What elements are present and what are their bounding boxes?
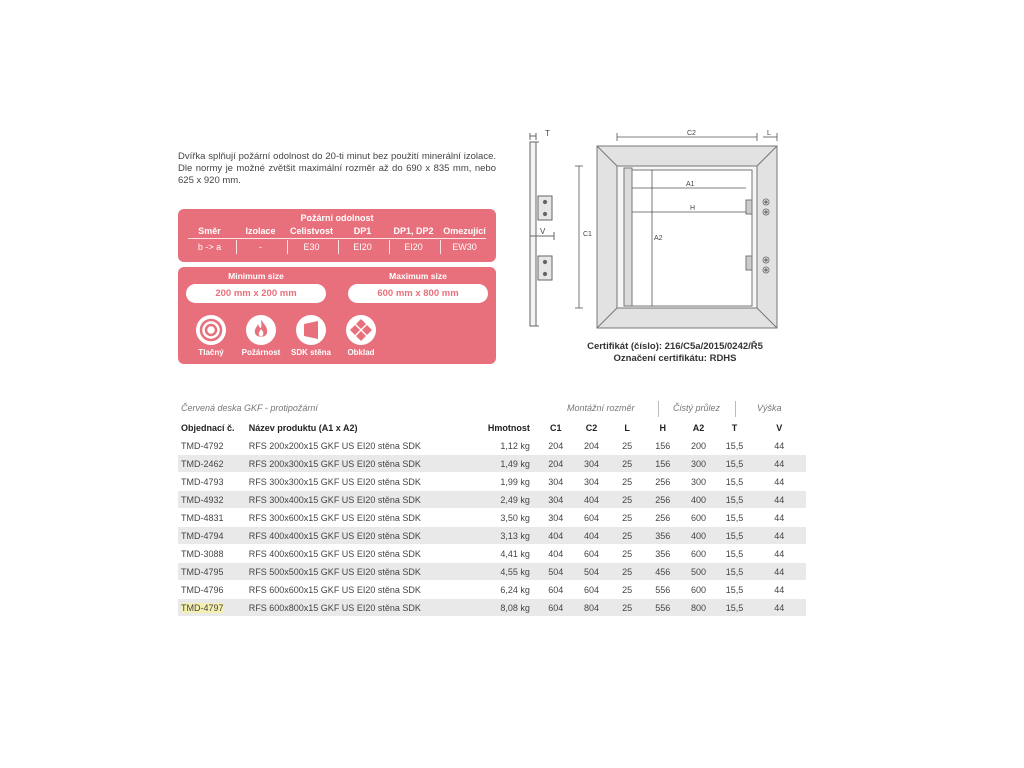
intro-paragraph: Dvířka splňují požární odolnost do 20-ti minut bez použití minerální izolace. Dle normy je možné zvětšit maximální rozměr až do 690 x 835 mm, nebo 625 x 920 mm. — [178, 151, 496, 186]
table-row — [178, 455, 806, 473]
label-h: H — [690, 205, 696, 212]
cell-product-name: RFS 300x600x15 GKF US EI20 stěna SDK — [246, 509, 468, 527]
fire-resistance-headers — [184, 226, 490, 236]
label-v: V — [540, 227, 546, 236]
cell-product-name: RFS 300x300x15 GKF US EI20 stěna SDK — [246, 473, 468, 491]
cell-v: 44 — [752, 581, 806, 599]
table-row — [178, 545, 806, 563]
cell-c2: 604 — [574, 509, 610, 527]
col-t: T — [731, 423, 738, 433]
cell-t: 15,5 — [716, 599, 752, 617]
cell-a2: 300 — [681, 455, 717, 473]
cell-v: 44 — [752, 527, 806, 545]
col-l: L — [624, 423, 630, 433]
cell-v: 44 — [752, 509, 806, 527]
cell-weight: 1,49 kg — [468, 455, 538, 473]
cell-a2: 200 — [681, 437, 717, 455]
table-row — [178, 527, 806, 545]
cell-v: 44 — [752, 599, 806, 617]
fr-divider — [188, 238, 486, 239]
certificate-designation: Označení certifikátu: RDHS — [613, 353, 737, 364]
max-size-label: Maximum size — [389, 271, 447, 281]
max-size-value: 600 mm x 800 mm — [348, 284, 488, 303]
cell-c2: 404 — [574, 491, 610, 509]
cell-a2: 600 — [681, 545, 717, 563]
cell-t: 15,5 — [716, 473, 752, 491]
cell-weight: 2,49 kg — [468, 491, 538, 509]
table-row — [178, 599, 806, 617]
group-divider — [658, 401, 659, 417]
col-c2: C2 — [585, 423, 598, 433]
feature-tile — [336, 314, 386, 357]
cell-c1: 304 — [538, 509, 574, 527]
cell-l: 25 — [609, 437, 644, 455]
fr-header-integrity: Celistvost — [289, 226, 333, 236]
cell-c1: 204 — [538, 437, 574, 455]
cell-l: 25 — [609, 545, 644, 563]
cell-c2: 304 — [574, 473, 610, 491]
cell-order-number: TMD-2462 — [178, 455, 246, 473]
cell-order-number — [178, 599, 246, 617]
cell-v: 44 — [752, 545, 806, 563]
fr-header-dp1: DP1 — [353, 226, 372, 236]
group-height: Výška — [757, 403, 782, 413]
cell-c2: 304 — [574, 455, 610, 473]
table-row — [178, 581, 806, 599]
cell-v: 44 — [752, 563, 806, 581]
cell-c2: 804 — [574, 599, 610, 617]
cell-v: 44 — [752, 455, 806, 473]
label-l: L — [767, 130, 771, 137]
cell-a2: 300 — [681, 473, 717, 491]
cell-a2: 600 — [681, 509, 717, 527]
cell-order-number: TMD-4794 — [178, 527, 246, 545]
cell-c2: 404 — [574, 527, 610, 545]
cell-v: 44 — [752, 473, 806, 491]
cell-h: 456 — [645, 563, 681, 581]
cell-weight: 8,08 kg — [468, 599, 538, 617]
cell-weight: 3,13 kg — [468, 527, 538, 545]
cell-t: 15,5 — [716, 491, 752, 509]
cell-l: 25 — [609, 527, 644, 545]
cell-t: 15,5 — [716, 545, 752, 563]
label-c2: C2 — [687, 130, 696, 137]
cell-order-number: TMD-4932 — [178, 491, 246, 509]
cell-l: 25 — [609, 455, 644, 473]
fr-header-dp1-dp2: DP1, DP2 — [393, 226, 434, 236]
cell-h: 356 — [645, 545, 681, 563]
cell-h: 356 — [645, 527, 681, 545]
cell-l: 25 — [609, 491, 644, 509]
table-subtitle: Červená deska GKF - protipožární — [181, 403, 318, 413]
technical-drawing — [520, 128, 790, 338]
cell-v: 44 — [752, 437, 806, 455]
table-header-row — [178, 419, 806, 437]
fr-value-dp1-dp2: EI20 — [404, 242, 423, 252]
cell-h: 256 — [645, 509, 681, 527]
col-order-number: Objednací č. — [181, 423, 235, 433]
feature-pressure — [186, 314, 236, 357]
feature-fire — [236, 314, 286, 357]
cell-c1: 604 — [538, 581, 574, 599]
cell-l: 25 — [609, 599, 644, 617]
feature-label: Požárnost — [241, 348, 281, 357]
cell-c1: 204 — [538, 455, 574, 473]
cell-l: 25 — [609, 563, 644, 581]
product-table-section — [178, 401, 806, 617]
cell-h: 156 — [645, 437, 681, 455]
cell-l: 25 — [609, 473, 644, 491]
cell-product-name: RFS 500x500x15 GKF US EI20 stěna SDK — [246, 563, 468, 581]
table-row — [178, 473, 806, 491]
col-a2: A2 — [692, 423, 705, 433]
fr-header-limiting: Omezující — [443, 226, 486, 236]
fr-value-direction: b -> a — [197, 242, 222, 252]
fr-header-insulation: Izolace — [245, 226, 276, 236]
cell-a2: 600 — [681, 581, 717, 599]
fr-header-direction: Směr — [198, 226, 221, 236]
cell-h: 256 — [645, 473, 681, 491]
label-c1: C1 — [583, 231, 592, 238]
cell-c2: 204 — [574, 437, 610, 455]
cell-order-number: TMD-4796 — [178, 581, 246, 599]
table-row — [178, 509, 806, 527]
cell-product-name: RFS 200x200x15 GKF US EI20 stěna SDK — [246, 437, 468, 455]
feature-sdk-wall — [286, 314, 336, 357]
cell-l: 25 — [609, 581, 644, 599]
cell-c1: 604 — [538, 599, 574, 617]
cell-weight: 3,50 kg — [468, 509, 538, 527]
fire-resistance-values — [184, 242, 490, 252]
cell-product-name: RFS 600x800x15 GKF US EI20 stěna SDK — [246, 599, 468, 617]
cell-c1: 304 — [538, 473, 574, 491]
cell-t: 15,5 — [716, 527, 752, 545]
cell-product-name: RFS 600x600x15 GKF US EI20 stěna SDK — [246, 581, 468, 599]
cell-l: 25 — [609, 509, 644, 527]
cell-order-number: TMD-4792 — [178, 437, 246, 455]
cell-c2: 604 — [574, 545, 610, 563]
cell-order-number: TMD-4793 — [178, 473, 246, 491]
table-group-header — [178, 401, 806, 419]
cell-weight: 1,12 kg — [468, 437, 538, 455]
cell-v: 44 — [752, 491, 806, 509]
size-panel — [178, 267, 496, 364]
fr-value-dp1: EI20 — [353, 242, 372, 252]
tile-icon — [345, 314, 377, 346]
feature-label: Tlačný — [198, 348, 224, 357]
cell-c1: 504 — [538, 563, 574, 581]
cell-product-name: RFS 400x600x15 GKF US EI20 stěna SDK — [246, 545, 468, 563]
cell-a2: 400 — [681, 527, 717, 545]
cell-t: 15,5 — [716, 437, 752, 455]
cell-product-name: RFS 300x400x15 GKF US EI20 stěna SDK — [246, 491, 468, 509]
sdk-wall-icon — [295, 314, 327, 346]
cell-order-number: TMD-4831 — [178, 509, 246, 527]
cell-t: 15,5 — [716, 509, 752, 527]
table-row — [178, 437, 806, 455]
cell-a2: 400 — [681, 491, 717, 509]
table-row — [178, 491, 806, 509]
col-c1: C1 — [549, 423, 562, 433]
group-divider — [735, 401, 736, 417]
col-product-name: Název produktu (A1 x A2) — [248, 423, 358, 433]
cell-t: 15,5 — [716, 455, 752, 473]
product-table — [178, 419, 806, 617]
highlighted-order-number: TMD-4797 — [181, 602, 224, 613]
label-a1: A1 — [686, 181, 695, 188]
fr-value-limiting: EW30 — [452, 242, 477, 252]
cell-c2: 604 — [574, 581, 610, 599]
cell-order-number: TMD-3088 — [178, 545, 246, 563]
cell-order-number: TMD-4795 — [178, 563, 246, 581]
group-clear-opening: Čistý průlez — [673, 403, 721, 413]
group-mounting-size: Montážní rozměr — [567, 403, 635, 413]
cell-product-name: RFS 400x400x15 GKF US EI20 stěna SDK — [246, 527, 468, 545]
min-size-label: Minimum size — [228, 271, 284, 281]
col-h: H — [659, 423, 666, 433]
cell-t: 15,5 — [716, 581, 752, 599]
feature-label: SDK stěna — [290, 348, 331, 357]
cell-c1: 404 — [538, 545, 574, 563]
fire-icon — [245, 314, 277, 346]
fr-value-insulation: - — [259, 242, 262, 252]
certificate-info — [560, 341, 790, 365]
cell-c1: 304 — [538, 491, 574, 509]
pressure-icon — [195, 314, 227, 346]
min-size-value: 200 mm x 200 mm — [186, 284, 326, 303]
cell-h: 556 — [645, 581, 681, 599]
cell-weight: 4,55 kg — [468, 563, 538, 581]
cell-weight: 4,41 kg — [468, 545, 538, 563]
cell-weight: 1,99 kg — [468, 473, 538, 491]
cell-product-name: RFS 200x300x15 GKF US EI20 stěna SDK — [246, 455, 468, 473]
min-size-block — [186, 271, 326, 303]
col-weight: Hmotnost — [487, 423, 530, 433]
max-size-block — [348, 271, 488, 303]
label-t: T — [545, 129, 550, 138]
fire-resistance-panel — [178, 209, 496, 262]
cell-h: 256 — [645, 491, 681, 509]
certificate-number: Certifikát (číslo): 216/C5a/2015/0242/Ř5 — [587, 341, 763, 352]
cell-h: 556 — [645, 599, 681, 617]
front-view — [597, 146, 777, 328]
cell-weight: 6,24 kg — [468, 581, 538, 599]
cell-t: 15,5 — [716, 563, 752, 581]
cell-a2: 500 — [681, 563, 717, 581]
fire-resistance-title: Požární odolnost — [300, 213, 374, 223]
cell-a2: 800 — [681, 599, 717, 617]
cell-h: 156 — [645, 455, 681, 473]
cell-c2: 504 — [574, 563, 610, 581]
feature-label: Obklad — [347, 348, 375, 357]
col-v: V — [776, 423, 783, 433]
cell-c1: 404 — [538, 527, 574, 545]
table-row — [178, 563, 806, 581]
fr-value-integrity: E30 — [303, 242, 320, 252]
label-a2: A2 — [654, 235, 663, 242]
